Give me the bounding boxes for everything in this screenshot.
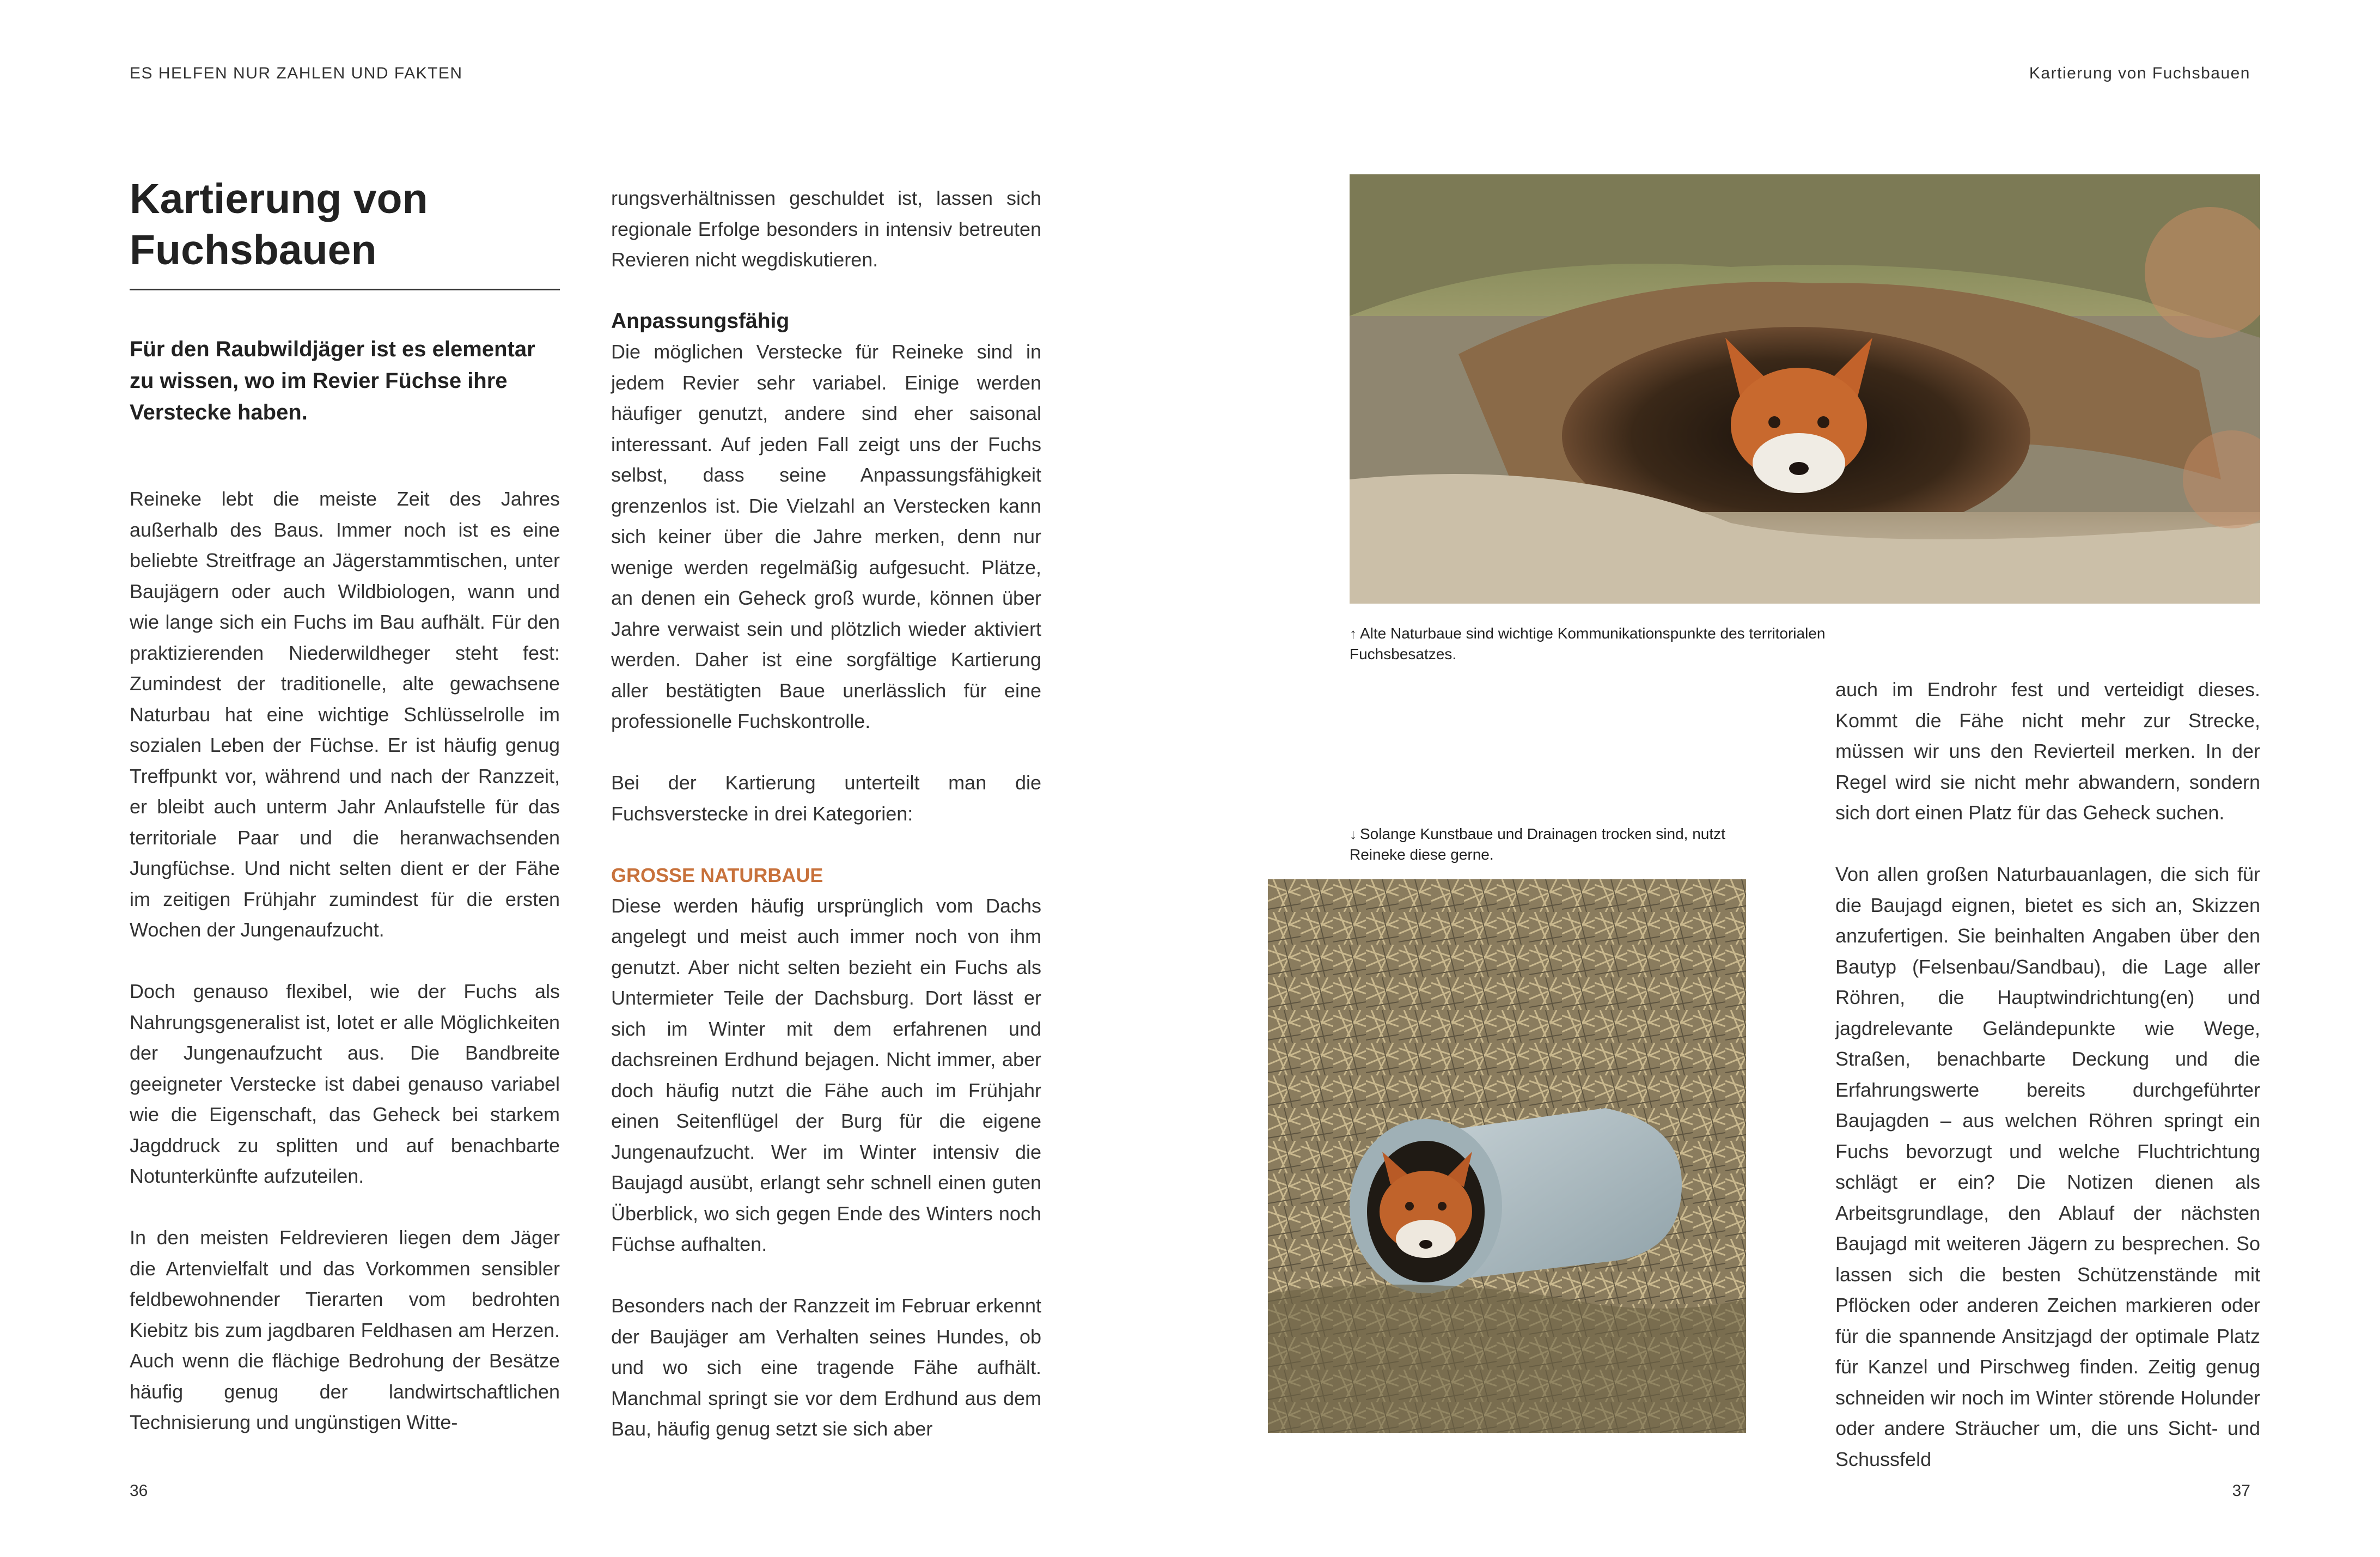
col1-paragraph-1: Reineke lebt die meiste Zeit des Jahres außerhalb des Baus. Immer noch ist es eine beliebte Streitfrage an Jägerstammtischen, unter Baujägern oder auch Wildbiologen, wann und wie lange sich ein Fuchs im Bau aufhält. Für den praktizierenden Niederwildheger steht fest: Zumindest der traditionelle, alte gewachsene Naturbau hat eine wichtige Schlüsselrolle im sozialen Leben der Füchse. Er ist häufig genug Treffpunkt vor, während und nach der Ranzzeit, er bleibt auch unterm Jahr Anlaufstelle für das territoriale Paar und die heranwachsenden Jungfüchse. Und nicht selten dient er der Fähe im zeitigen Frühjahr zumindest für die ersten Wochen der Jungenaufzucht.	[130, 488, 560, 941]
caption-photo-1	[1350, 623, 1840, 665]
text-column-2	[611, 183, 1041, 1445]
col2-paragraph-4: Besonders nach der Ranzzeit im Februar erkennt der Baujäger am Verhalten seines Hundes, ob und wo sich eine tragende Fähe aufhält. Manchmal springt sie vor dem Erdhund aus dem Bau, häufig genug setzt sie sich aber	[611, 1294, 1041, 1440]
col1-paragraph-2: Doch genauso flexibel, wie der Fuchs als Nahrungsgeneralist ist, lotet er alle Möglichkeiten der Jungenaufzucht aus. Die Bandbreite geeigneter Verstecke ist dabei genauso variabel wie die Eigenschaft, das Geheck bei starkem Jagddruck zu splitten und auf benachbarte Notunterkünfte aufzuteilen.	[130, 980, 560, 1187]
text-column-3	[1835, 674, 2260, 1475]
photo-fox-in-pipe	[1268, 879, 1746, 1433]
page-number-right: 37	[2232, 1482, 2250, 1500]
col3-paragraph-2: Von allen großen Naturbauanlagen, die sich für die Baujagd eignen, bietet es sich an, Skizzen anzufertigen. Sie beinhalten Angaben über den Bautyp (Felsenbau/Sandbau), die Lage aller Röhren, die Hauptwindrichtung(en) und jagdrelevante Geländepunkte wie Wege, Straßen, benachbarte Deckung und die Erfahrungswerte bereits durchgeführter Baujagden – aus welchen Röhren springt ein Fuchs bevorzugt und welche Fluchtrichtung schlägt er ein? Die Notizen dienen als Arbeitsgrundlage, den Ablauf der nächsten Baujagd mit weiteren Jägern zu besprechen. So lassen sich die besten Schützenstände mit Pflöcken oder anderen Zeichen markieren oder für die spannende Ansitzjagd der optimale Platz für Kanzel und Pirschweg finden. Zeitig genug schneiden wir noch im Winter störende Holunder oder andere Sträucher um, die uns Sicht- und Schussfeld	[1835, 863, 2260, 1470]
running-head-right: Kartierung von Fuchsbauen	[2029, 64, 2250, 82]
caption-photo-2	[1350, 824, 1763, 865]
col2-paragraph-3: Diese werden häufig ursprünglich vom Dachs angelegt und meist auch immer noch von ihm genutzt. Aber nicht selten bezieht ein Fuchs als Untermieter Teile der Dachsburg. Dort lässt er sich im Winter mit dem erfahrenen und dachsreinen Erdhund bejagen. Nicht immer, aber doch häufig nutzt die Fähe auch im Frühjahr einen Seitenflügel der Burg für die eigene Jungenaufzucht. Wer im Winter intensiv die Baujagd ausübt, erlangt sehr schnell einen guten Überblick, wo sich gegen Ende des Winters noch Füchse aufhalten.	[611, 894, 1041, 1255]
col2-intro: rungsverhältnissen geschuldet ist, lassen sich regionale Erfolge besonders in intensiv betreuten Revieren nicht wegdiskutieren.	[611, 187, 1041, 271]
col2-paragraph-2: Bei der Kartierung unterteilt man die Fuchsverstecke in drei Kategorien:	[611, 771, 1041, 825]
lead-paragraph: Für den Raubwildjäger ist es elementar zu wissen, wo im Revier Füchse ihre Verstecke haben.	[130, 337, 535, 424]
caption-1-text: Alte Naturbaue sind wichtige Kommunikationspunkte des territorialen Fuchsbesatzes.	[1350, 625, 1826, 662]
arrow-down-icon: ↓	[1350, 826, 1357, 842]
col2-paragraph-1: Die möglichen Verstecke für Reineke sind in jedem Revier sehr variabel. Einige werden häufiger genutzt, andere sind eher saisonal interessant. Auf jeden Fall zeigt uns der Fuchs selbst, dass seine Anpassungsfähigkeit grenzenlos ist. Die Vielzahl an Verstecken kann sich keiner über die Jahre merken, denn nur wenige werden regelmäßig aufgesucht. Plätze, an denen ein Geheck groß wurde, können über Jahre verwaist sein und plötzlich wieder aktiviert werden. Daher ist eine sorgfältige Kartierung aller bestätigten Baue unerlässlich für eine professionelle Fuchskontrolle.	[611, 340, 1041, 732]
text-column-1	[130, 484, 560, 1438]
title-divider	[130, 289, 560, 290]
subhead-grosse-naturbaue: GROSSE NATURBAUE	[611, 863, 823, 886]
subhead-anpassungsfaehig: Anpassungsfähig	[611, 309, 790, 333]
page-number-left: 36	[130, 1482, 148, 1500]
running-head-left: ES HELFEN NUR ZAHLEN UND FAKTEN	[130, 64, 463, 82]
col3-paragraph-1: auch im Endrohr fest und verteidigt dieses. Kommt die Fähe nicht mehr zur Strecke, müssen wir uns den Revierteil merken. In der Regel wird sie nicht mehr abwandern, sondern sich dort einen Platz für das Geheck suchen.	[1835, 678, 2260, 824]
caption-2-text: Solange Kunstbaue und Drainagen trocken sind, nutzt Reineke diese gerne.	[1350, 825, 1725, 863]
photo-fox-in-den	[1350, 174, 2260, 604]
arrow-up-icon: ↑	[1350, 625, 1357, 642]
page-title: Kartierung von Fuchsbauen	[130, 175, 428, 273]
col1-paragraph-3: In den meisten Feldrevieren liegen dem Jäger die Artenvielfalt und das Vorkommen sensibler feldbewohnender Tierarten vom bedrohten Kiebitz bis zum jagdbaren Feldhasen am Herzen. Auch wenn die flächige Bedrohung der Besätze häufig genug der landwirtschaftlichen Technisierung und ungünstigen Witte-	[130, 1226, 560, 1433]
